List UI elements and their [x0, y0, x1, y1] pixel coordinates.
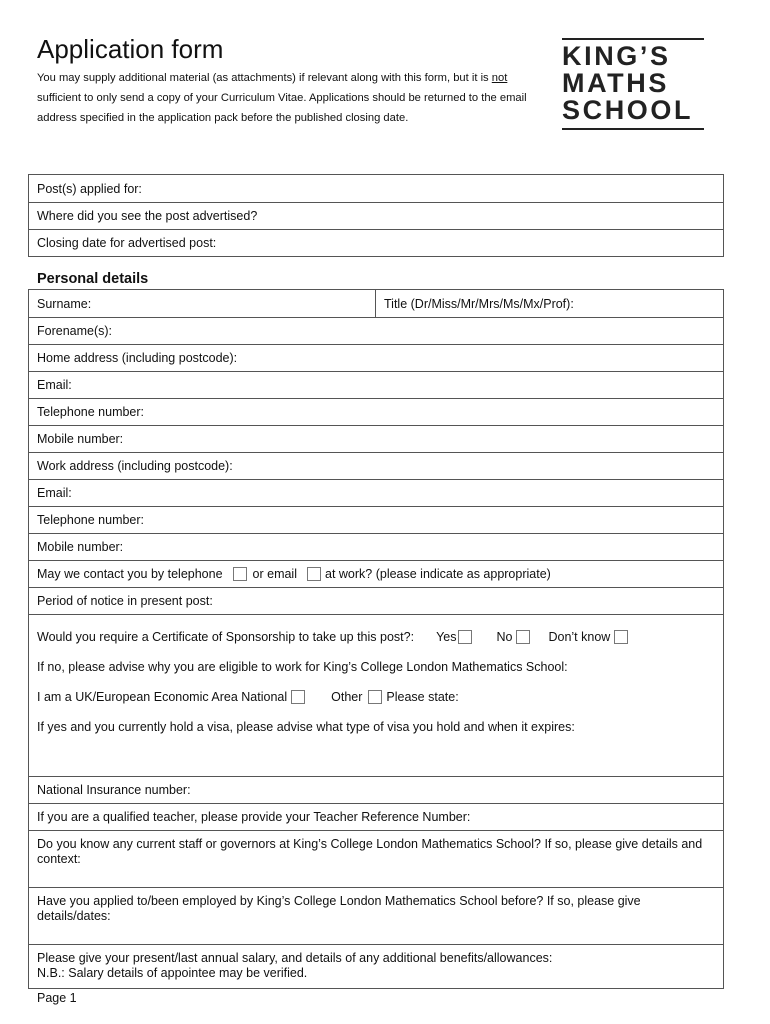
- title-label: Title (Dr/Miss/Mr/Mrs/Ms/Mx/Prof):: [384, 296, 574, 311]
- closing-date-label: Closing date for advertised post:: [37, 236, 217, 250]
- post-details-box: [28, 174, 724, 257]
- ni-number-field[interactable]: [29, 776, 723, 803]
- work-mobile-field[interactable]: [29, 533, 723, 560]
- contact-q1-label: May we contact you by telephone: [37, 567, 223, 581]
- applied-before-label: Have you applied to/been employed by King’s College London Mathematics School before? If so, please give details/dates:: [37, 894, 641, 923]
- work-phone-field[interactable]: [29, 506, 723, 533]
- other-checkbox[interactable]: [368, 690, 382, 704]
- home-email-field[interactable]: [29, 371, 723, 398]
- right-to-work-block: [29, 614, 723, 776]
- work-email-field[interactable]: [29, 479, 723, 506]
- notice-period-field[interactable]: [29, 587, 723, 614]
- work-address-label: Work address (including postcode):: [37, 459, 233, 473]
- intro-text: [37, 68, 537, 128]
- salary-line-2: N.B.: Salary details of appointee may be verified.: [37, 966, 308, 980]
- logo-top-rule: [562, 38, 704, 40]
- surname-title-row: [29, 290, 723, 317]
- home-address-label: Home address (including postcode):: [37, 351, 238, 365]
- sponsorship-row: [37, 622, 715, 652]
- home-address-field[interactable]: [29, 344, 723, 371]
- home-mobile-field[interactable]: [29, 425, 723, 452]
- other-label: Other: [331, 690, 363, 704]
- sponsorship-yes-checkbox[interactable]: [458, 630, 472, 644]
- sponsorship-question: Would you require a Certificate of Sponsorship to take up this post?:: [37, 630, 415, 644]
- ni-number-label: National Insurance number:: [37, 783, 191, 797]
- post-applied-label: Post(s) applied for:: [37, 181, 142, 196]
- sponsorship-dont-know-checkbox[interactable]: [614, 630, 628, 644]
- home-phone-label: Telephone number:: [37, 405, 145, 419]
- eligibility-row: [37, 652, 715, 682]
- work-email-label: Email:: [37, 486, 72, 500]
- salary-line-1: Please give your present/last annual salary, and details of any additional benefits/allowances:: [37, 951, 553, 965]
- intro-part2: sufficient to only send a copy of your Curriculum Vitae. Applications should be returned to the email address specified in the application pack before the published closing date.: [37, 92, 527, 124]
- logo-line-3: SCHOOL: [562, 95, 694, 125]
- sponsorship-dont-know-label: Don’t know: [548, 630, 611, 644]
- post-advertised-label: Where did you see the post advertised?: [37, 209, 258, 223]
- post-advertised-field[interactable]: [29, 202, 723, 229]
- salary-field[interactable]: [29, 944, 723, 988]
- eligibility-question: If no, please advise why you are eligible to work for King’s College London Mathematics School:: [37, 660, 568, 674]
- sponsorship-no-checkbox[interactable]: [516, 630, 530, 644]
- intro-part1: You may supply additional material (as attachments) if relevant along with this form, but it is: [37, 72, 492, 84]
- home-mobile-label: Mobile number:: [37, 432, 124, 446]
- work-mobile-label: Mobile number:: [37, 540, 124, 554]
- page-number: Page 1: [37, 991, 77, 1005]
- closing-date-field[interactable]: [29, 229, 723, 256]
- visa-question: If yes and you currently hold a visa, please advise what type of visa you hold and when it expires:: [37, 720, 575, 734]
- logo-line-2: MATHS: [562, 68, 669, 98]
- intro-not: not: [491, 72, 508, 84]
- work-address-field[interactable]: [29, 452, 723, 479]
- contact-at-work-row: [29, 560, 723, 587]
- home-phone-field[interactable]: [29, 398, 723, 425]
- forenames-field[interactable]: [29, 317, 723, 344]
- sponsorship-yes-label: Yes: [436, 630, 457, 644]
- contact-telephone-checkbox[interactable]: [233, 567, 247, 581]
- contact-email-checkbox[interactable]: [307, 567, 321, 581]
- logo-line-1: KING’S: [562, 41, 671, 71]
- trn-label: If you are a qualified teacher, please provide your Teacher Reference Number:: [37, 810, 471, 824]
- kings-maths-school-logo: [562, 38, 704, 130]
- work-phone-label: Telephone number:: [37, 513, 145, 527]
- know-staff-field[interactable]: [29, 830, 723, 887]
- home-email-label: Email:: [37, 378, 72, 392]
- nationality-row: [37, 682, 715, 712]
- title-field[interactable]: [376, 290, 582, 317]
- post-applied-field[interactable]: [29, 175, 723, 202]
- notice-period-label: Period of notice in present post:: [37, 594, 213, 608]
- know-staff-label: Do you know any current staff or governors at King’s College London Mathematics School? If so, please give details and context:: [37, 837, 703, 866]
- uk-eea-label: I am a UK/European Economic Area National: [37, 690, 288, 704]
- page-title: Application form: [37, 34, 224, 64]
- visa-row[interactable]: [37, 712, 715, 742]
- surname-field[interactable]: [29, 290, 376, 317]
- forenames-label: Forename(s):: [37, 324, 113, 338]
- contact-or-email-label: or email: [252, 567, 297, 581]
- personal-details-heading: Personal details: [37, 271, 149, 287]
- trn-field[interactable]: [29, 803, 723, 830]
- contact-q2-label: at work? (please indicate as appropriate): [325, 567, 551, 581]
- surname-label: Surname:: [37, 296, 92, 311]
- personal-details-box: [28, 289, 724, 989]
- sponsorship-no-label: No: [496, 630, 513, 644]
- please-state-label: Please state:: [386, 690, 459, 704]
- uk-eea-checkbox[interactable]: [291, 690, 305, 704]
- logo-bottom-rule: [562, 128, 704, 130]
- applied-before-field[interactable]: [29, 887, 723, 944]
